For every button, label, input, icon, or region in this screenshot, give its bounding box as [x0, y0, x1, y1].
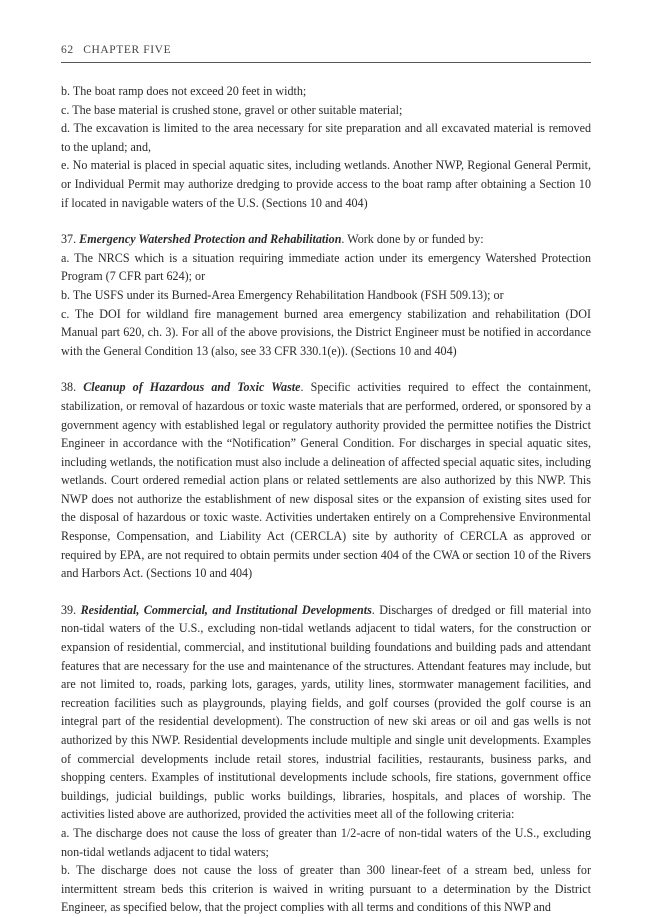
page-number: 62 — [61, 44, 74, 56]
section-title: Emergency Watershed Protection and Rehabilitation — [79, 232, 342, 247]
paragraph-gap — [61, 583, 591, 601]
list-item: b. The discharge does not cause the loss of greater than 300 linear-feet of a stream bed, unless for intermittent stream beds this criterion is waived in writing pursuant to a determination by the District Engineer, as specified below, that the project complies with all terms and conditions of this NWP and — [61, 863, 591, 915]
section-text: . Specific activities required to effect the containment, stabilization, or removal of hazardous or toxic waste materials that are performed, ordered, or sponsored by a government agency with established legal or regulatory authority provided the permittee notifies the District Engineer in accordance with the “Notification” General Condition. For discharges in special aquatic sites, including wetlands, the notification must also include a delineation of affected special aquatic sites, including wetlands. Court ordered remedial action plans or related settlements are also authorized by this NWP. This NWP does not authorize the establishment of new disposal sites or the expansion of existing sites used for the disposal of hazardous or toxic waste. Activities undertaken entirely on a Comprehensive Environmental Response, Compensation, and Liability Act (CERCLA) site by authority of CERCLA as approved or required by EPA, are not required to obtain permits under section 404 of the CWA or section 10 of the Rivers and Harbors Act. (Sections 10 and 404) — [61, 380, 591, 581]
section-38-paragraph — [61, 378, 591, 583]
section-lead: . Work done by or funded by: — [341, 232, 484, 247]
page-body — [61, 82, 591, 917]
paragraph-gap — [61, 212, 591, 230]
running-header — [61, 44, 591, 56]
list-item: c. The base material is crushed stone, gravel or other suitable material; — [61, 102, 403, 117]
list-item: b. The USFS under its Burned-Area Emergency Rehabilitation Handbook (FSH 509.13); or — [61, 287, 504, 302]
list-item: a. The NRCS which is a situation requiring immediate action under its emergency Watershed Protection Program (7 CFR part 624); or — [61, 250, 591, 284]
list-item: d. The excavation is limited to the area necessary for site preparation and all excavated material is removed to the upland; and, — [61, 121, 591, 154]
list-item: a. The discharge does not cause the loss of greater than 1/2-acre of non-tidal waters of the U.S., excluding non-tidal wetlands adjacent to tidal waters; — [61, 825, 591, 859]
list-item: c. The DOI for wildland fire management burned area emergency stabilization and rehabilitation (DOI Manual part 620, ch. 3). For all of the above provisions, the District Engineer must be notified in accordance with the General Condition 13 (also, see 33 CFR 330.1(e)). (Sections 10 and 404) — [61, 306, 591, 358]
list-item: b. The boat ramp does not exceed 20 feet in width; — [61, 84, 307, 98]
section-number: 38. — [61, 380, 77, 395]
section-title: Residential, Commercial, and Institutional Developments — [80, 602, 372, 617]
list-item: e. No material is placed in special aquatic sites, including wetlands. Another NWP, Regional General Permit, or Individual Permit may authorize dredging to provide access to the boat ramp after obtaining a Section 10 if located in navigable waters of the U.S. (Sections 10 and 404) — [61, 158, 591, 210]
paragraph-gap — [61, 360, 591, 378]
section-text: . Discharges of dredged or fill material into non-tidal waters of the U.S., excluding non-tidal wetlands adjacent to tidal waters, for the construction or expansion of residential, commercial, and institutional building foundations and building pads and attendant features that are necessary for the use and maintenance of the structures. Attendant features may include, but are not limited to, roads, parking lots, garages, yards, utility lines, stormwater management facilities, and recreation facilities such as playgrounds, playing fields, and golf courses (provided the golf course is an integral part of the residential development). The construction of new ski areas or oil and gas wells is not authorized by this NWP. Residential developments include multiple and single unit developments. Examples of commercial developments include retail stores, industrial facilities, restaurants, business parks, and shopping centers. Examples of institutional developments include schools, fire stations, government office buildings, judicial buildings, public works buildings, libraries, hospitals, and places of worship. The activities listed above are authorized, provided the activities meet all of the following criteria: — [61, 602, 591, 822]
header-rule — [61, 62, 591, 63]
section-37-heading — [61, 230, 591, 249]
chapter-label: CHAPTER FIVE — [83, 44, 172, 56]
section-title: Cleanup of Hazardous and Toxic Waste — [83, 380, 301, 395]
section-number: 37. — [61, 232, 77, 247]
section-number: 39. — [61, 602, 77, 617]
section-39-paragraph — [61, 601, 591, 824]
